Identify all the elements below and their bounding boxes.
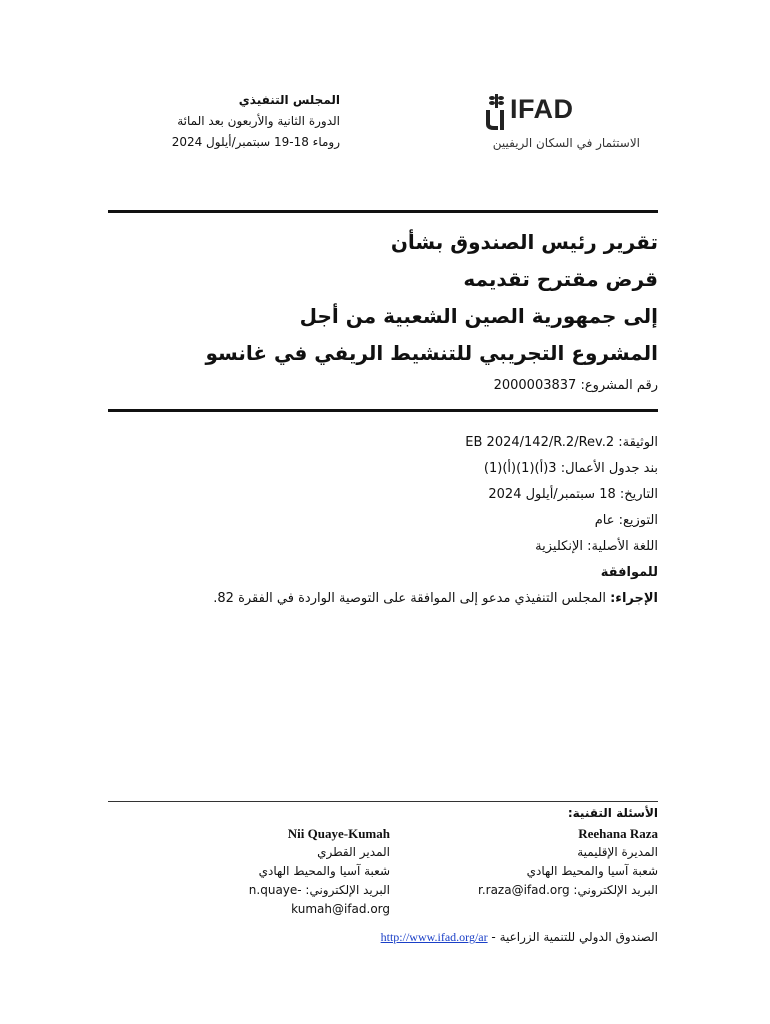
footer (158, 930, 658, 945)
document-title (98, 224, 658, 372)
action-text: المجلس التنفيذي مدعو إلى الموافقة على التوصية الواردة في الفقرة 82. (213, 591, 611, 606)
contacts-divider (108, 801, 658, 802)
footer-link[interactable]: http://www.ifad.org/ar (380, 930, 488, 944)
contact-email[interactable]: البريد الإلكتروني: n.quaye-kumah@ifad.org (248, 883, 390, 916)
contact-card (428, 824, 658, 900)
contact-division: شعبة آسيا والمحيط الهادي (526, 864, 658, 878)
contact-role: المديرة الإقليمية (577, 845, 658, 859)
action-label: الإجراء: (610, 591, 658, 606)
document-date: التاريخ: 18 سبتمبر/أيلول 2024 (488, 487, 658, 502)
board-info (40, 90, 340, 153)
project-number: رقم المشروع: 2000003837 (493, 378, 658, 393)
contact-card (160, 824, 390, 919)
original-language: اللغة الأصلية: الإنكليزية (535, 539, 658, 554)
title-line: إلى جمهورية الصين الشعبية من أجل (299, 304, 658, 328)
contact-role: المدير القطري (317, 845, 390, 859)
session-place-date: روماء 18-19 سبتمبر/أيلول 2024 (171, 135, 340, 149)
wheat-icon (484, 92, 510, 132)
distribution: التوزيع: عام (594, 513, 658, 528)
contact-email[interactable]: البريد الإلكتروني: r.raza@ifad.org (477, 883, 658, 897)
top-divider (108, 210, 658, 213)
action-line (138, 586, 658, 612)
title-line: تقرير رئيس الصندوق بشأن (390, 230, 658, 254)
ifad-logo (484, 88, 644, 156)
footer-org: الصندوق الدولي للتنمية الزراعية - (487, 930, 658, 944)
session-name: الدورة الثانية والأربعون بعد المائة (177, 114, 340, 128)
title-line: المشروع التجريبي للتنشيط الريفي في غانسو (205, 341, 658, 365)
logo-wordmark: IFAD (510, 94, 574, 124)
title-line: قرض مقترح تقديمه (463, 267, 658, 291)
board-name: المجلس التنفيذي (238, 93, 340, 107)
contact-division: شعبة آسيا والمحيط الهادي (258, 864, 390, 878)
contact-name: Reehana Raza (578, 826, 658, 841)
contacts-title: الأسئلة التقنية: (567, 806, 658, 820)
middle-divider (108, 409, 658, 412)
document-metadata (138, 430, 658, 612)
contact-name: Nii Quaye-Kumah (287, 826, 390, 841)
for-approval: للموافقة (600, 565, 658, 580)
agenda-item: بند جدول الأعمال: 3(أ)(1)(أ)(1) (483, 461, 658, 476)
logo-tagline: الاستثمار في السكان الريفيين (492, 136, 640, 150)
document-symbol: الوثيقة: EB 2024/142/R.2/Rev.2 (465, 435, 658, 450)
